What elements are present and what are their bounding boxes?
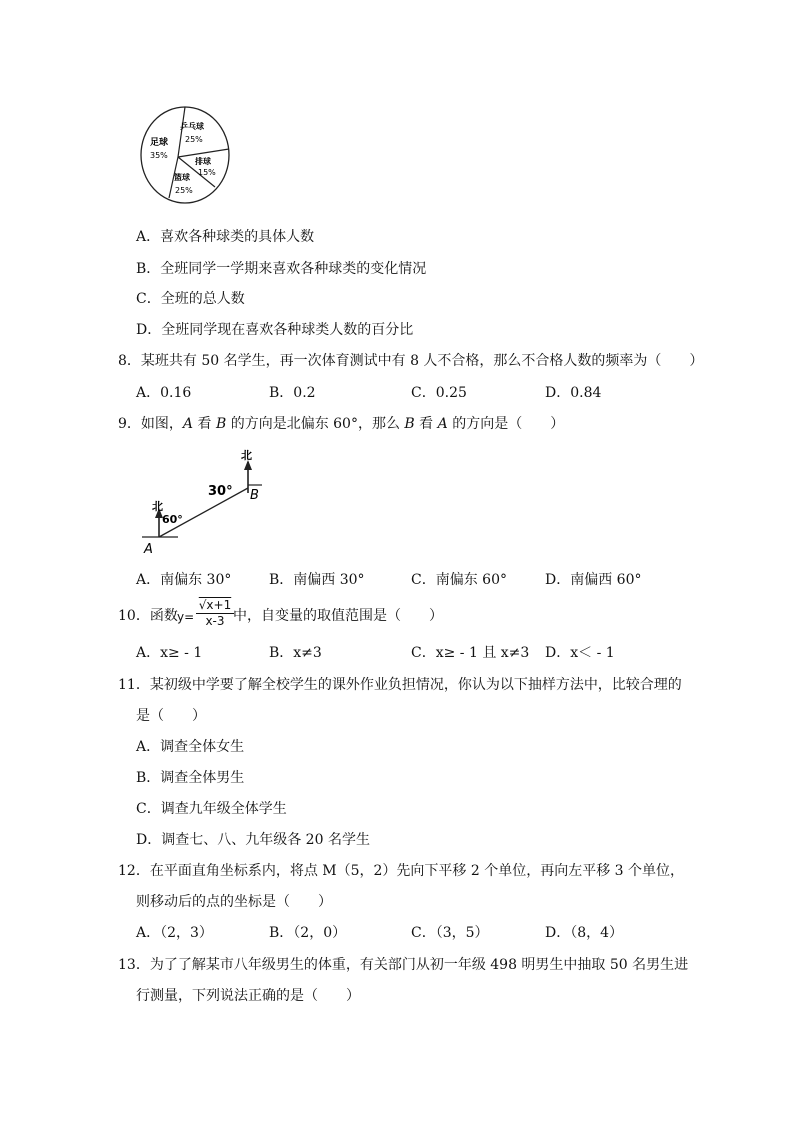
- pie-label-basketball: 篮球: [174, 173, 190, 182]
- q9-stem-mid2: 的方向是北偏东 60°，那么: [226, 416, 405, 432]
- q9-stem-mid1: 看: [193, 416, 216, 432]
- q8-option-d: D．0.84: [545, 385, 602, 401]
- q10-option-b: B．x≠3: [269, 645, 322, 661]
- q7-option-b: B．全班同学一学期来喜欢各种球类的变化情况: [136, 261, 427, 277]
- q13-stem-line2: 行测量，下列说法正确的是（ ）: [136, 988, 360, 1004]
- q11-option-d: D．调查七、八、九年级各 20 名学生: [136, 832, 370, 848]
- q9-point-a: A: [182, 416, 194, 432]
- q10-y-equals: y=: [177, 610, 195, 624]
- q9-point-a2: A: [437, 416, 448, 432]
- q10-stem-post: 中，自变量的取值范围是（ ）: [233, 608, 443, 624]
- q13-stem-line1: 13．为了了解某市八年级男生的体重，有关部门从初一年级 498 明男生中抽取 50 名男生进: [118, 957, 689, 973]
- q7-option-d: D．全班同学现在喜欢各种球类人数的百分比: [136, 322, 414, 338]
- q10-fraction: [196, 598, 234, 629]
- q8-options: [136, 383, 656, 403]
- q11-option-b: B．调查全体男生: [136, 770, 245, 786]
- q10-option-a: A．x≥ - 1: [136, 645, 203, 661]
- q12-stem-line2: 则移动后的点的坐标是（ ）: [136, 894, 332, 910]
- q9-options: [136, 570, 656, 590]
- pie-pct-pingpong: 25%: [185, 135, 203, 144]
- q10-option-d: D．x＜ - 1: [545, 645, 615, 661]
- q9-option-a: A．南偏东 30°: [136, 572, 232, 588]
- q12-option-a: A．（2，3）: [136, 925, 213, 941]
- north-label-a: 北: [152, 500, 163, 513]
- q9-direction-figure: [138, 448, 278, 558]
- q9-stem-mid3: 看: [414, 416, 438, 432]
- q10-option-c: C．x≥ - 1 且 x≠3: [411, 645, 530, 661]
- q9-point-b2: B: [404, 416, 415, 432]
- q10-numerator: √x+1: [196, 598, 234, 614]
- q12-option-b: B．（2，0）: [269, 925, 347, 941]
- q10-options: [136, 643, 656, 663]
- q12-stem-line1: 12．在平面直角坐标系内，将点 M（5，2）先向下平移 2 个单位，再向左平移 3 个单位，: [118, 863, 685, 879]
- q9-option-c: C．南偏东 60°: [411, 572, 507, 588]
- q11-option-a: A．调查全体女生: [136, 739, 245, 755]
- q10-stem-pre: 10．函数: [118, 608, 178, 624]
- point-label-a: A: [144, 542, 153, 557]
- q9-option-d: D．南偏西 60°: [545, 572, 642, 588]
- angle-label-a: 60°: [162, 513, 183, 526]
- q12-options: [136, 923, 656, 943]
- q9-stem-post: 的方向是（ ）: [447, 416, 565, 432]
- q9-point-b: B: [215, 416, 227, 432]
- pie-chart-figure: [137, 105, 237, 205]
- point-label-b: B: [250, 488, 259, 503]
- angle-label-b: 30°: [208, 484, 233, 499]
- q9-stem-pre: 9．如图，: [118, 416, 183, 432]
- q9-stem: [118, 414, 564, 434]
- q8-option-c: C．0.25: [411, 385, 467, 401]
- pie-pct-football: 35%: [150, 151, 168, 160]
- pie-pct-volleyball: 15%: [198, 168, 216, 177]
- q10-denominator: x-3: [205, 614, 225, 628]
- q11-stem-line2: 是（ ）: [136, 708, 206, 724]
- q11-stem-line1: 11．某初级中学要了解全校学生的课外作业负担情况，你认为以下抽样方法中，比较合理的: [118, 677, 682, 693]
- q7-option-a: A．喜欢各种球类的具体人数: [136, 229, 315, 245]
- q7-option-c: C．全班的总人数: [136, 291, 245, 307]
- q12-option-c: C．（3，5）: [411, 925, 489, 941]
- q8-option-a: A．0.16: [136, 385, 192, 401]
- pie-label-football: 足球: [150, 138, 169, 148]
- pie-pct-basketball: 25%: [175, 186, 193, 195]
- pie-label-volleyball: 排球: [195, 157, 211, 166]
- q8-stem: 8．某班共有 50 名学生，再一次体育测试中有 8 人不合格，那么不合格人数的频率为（ ）: [118, 353, 704, 369]
- q11-option-c: C．调查九年级全体学生: [136, 801, 287, 817]
- north-label-b: 北: [241, 449, 252, 462]
- pie-label-pingpong: 乒乓球: [180, 122, 204, 131]
- q12-option-d: D．（8，4）: [545, 925, 624, 941]
- q9-option-b: B．南偏西 30°: [269, 572, 365, 588]
- q8-option-b: B．0.2: [269, 385, 316, 401]
